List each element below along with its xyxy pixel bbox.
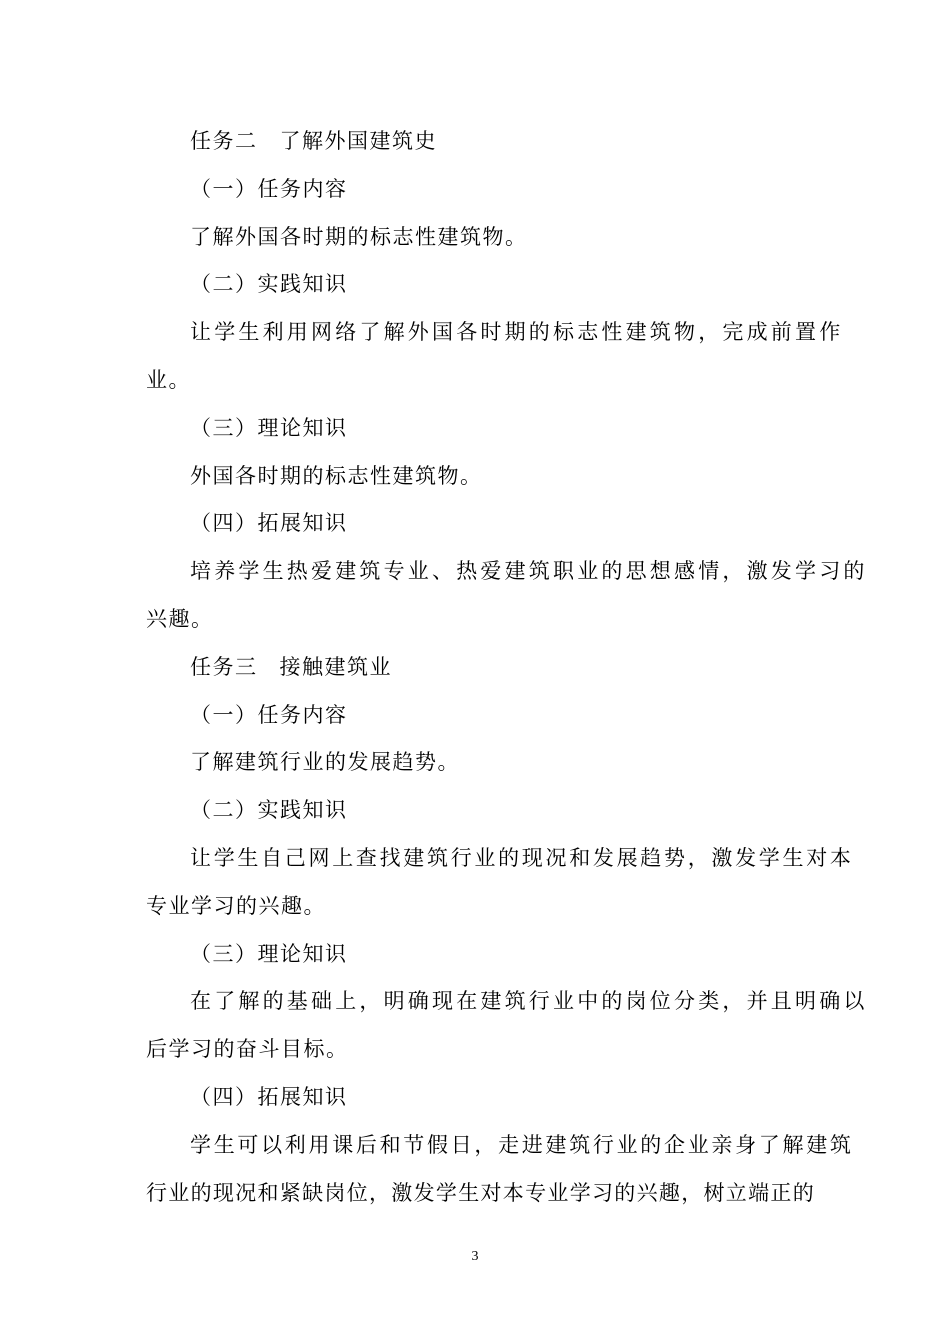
section-label: （一）任务内容 [190, 702, 348, 727]
section-label: （二）实践知识 [190, 798, 348, 823]
task-heading [146, 118, 810, 166]
paragraph-line: 学生可以利用课后和节假日，走进建筑行业的企业亲身了解建筑 [190, 1132, 854, 1157]
paragraph-line: 兴趣。 [146, 606, 214, 631]
paragraph-line: 业。 [146, 367, 191, 392]
paragraph-line: 培养学生热爱建筑专业、热爱建筑职业的思想感情，激发学习的 [190, 559, 868, 584]
section-label: （一）任务内容 [190, 176, 348, 201]
task-heading [146, 644, 810, 692]
section-label: （四）拓展知识 [190, 511, 348, 536]
task-subject: 了解外国建筑史 [279, 129, 437, 153]
document-body [146, 118, 868, 1217]
task-subject: 接触建筑业 [279, 654, 392, 679]
paragraph-line: 了解外国各时期的标志性建筑物。 [190, 224, 528, 249]
paragraph-line: 让学生自己网上查找建筑行业的现况和发展趋势，激发学生对本 [190, 845, 854, 870]
paragraph-line: 专业学习的兴趣。 [146, 893, 326, 918]
section-label: （四）拓展知识 [190, 1084, 348, 1109]
section-label: （二）实践知识 [190, 272, 348, 297]
page-number: 3 [471, 1249, 479, 1264]
paragraph-line: 让学生利用网络了解外国各时期的标志性建筑物，完成前置作 [190, 320, 844, 345]
paragraph-line: 后学习的奋斗目标。 [146, 1037, 349, 1062]
task-title: 任务三 [190, 654, 258, 679]
paragraph-line: 外国各时期的标志性建筑物。 [190, 463, 483, 488]
section-label: （三）理论知识 [190, 415, 348, 440]
paragraph-line: 了解建筑行业的发展趋势。 [190, 750, 460, 775]
section-label: （三）理论知识 [190, 941, 348, 966]
paragraph-line: 在了解的基础上，明确现在建筑行业中的岗位分类，并且明确以 [190, 989, 868, 1014]
paragraph-line: 行业的现况和紧缺岗位，激发学生对本专业学习的兴趣，树立端正的 [146, 1180, 815, 1205]
task-title: 任务二 [190, 129, 258, 153]
